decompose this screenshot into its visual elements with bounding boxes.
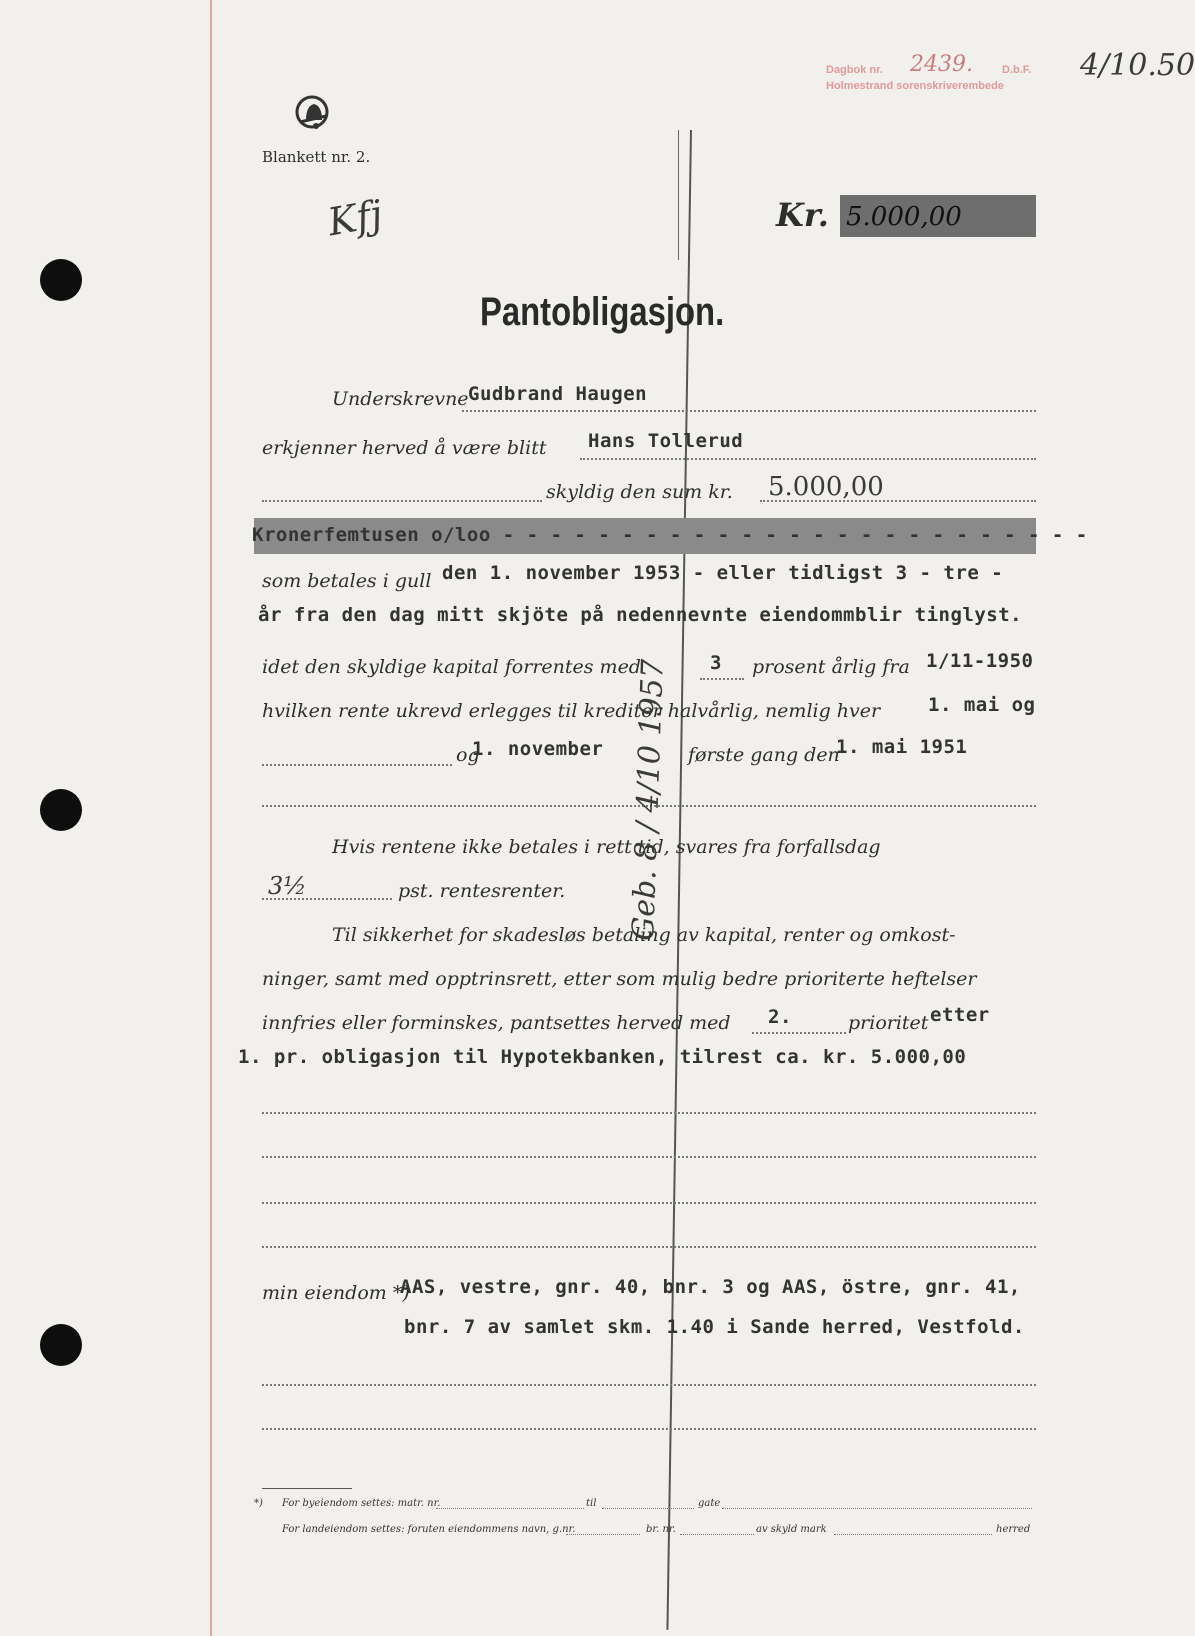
interest-label-a: idet den skyldige kapital forrentes med	[262, 656, 641, 678]
property-label: min eiendom *)	[262, 1282, 410, 1304]
amount-words: Kronerfemtusen o/loo - - - - - - - - - - - - - - - - - - - - - - - - -	[252, 524, 1088, 546]
dotted-line	[680, 1534, 754, 1535]
margin-rule	[210, 0, 212, 1636]
owes-label: skyldig den sum kr.	[546, 481, 733, 503]
handwritten-initials: Kfj	[324, 191, 386, 245]
paid-half-value: 1. mai og	[928, 694, 1036, 716]
og-value: 1. november	[472, 738, 604, 760]
paid-value: den 1. november 1953 - eller tidligst 3 - tre -	[442, 562, 1004, 584]
dotted-line	[262, 764, 452, 766]
dotted-line	[436, 1508, 584, 1509]
paid-line2: år fra den dag mitt skjöte på nedennevnte eiendommblir tinglyst.	[258, 604, 1023, 626]
stamp-number: 2439.	[910, 52, 973, 77]
form-number: Blankett nr. 2.	[262, 148, 371, 166]
interest-label-b: prosent årlig fra	[752, 656, 910, 678]
creditor-value: Hans Tollerud	[588, 430, 744, 452]
priority-label: prioritet	[848, 1012, 929, 1034]
footnote-land-a: For landeiendom settes: foruten eiendommens navn, g.nr.	[282, 1524, 576, 1535]
dotted-line	[262, 898, 392, 900]
dotted-line	[752, 1032, 846, 1034]
interest-from: 1/11-1950	[926, 650, 1034, 672]
dotted-line	[262, 1156, 1036, 1158]
dotted-line	[262, 1428, 1036, 1430]
dotted-line	[262, 1202, 1036, 1204]
security-line2: ninger, samt med opptrinsrett, etter som mulig bedre prioriterte heftelser	[262, 968, 977, 990]
dotted-line	[462, 410, 1036, 412]
undersigned-value: Gudbrand Haugen	[468, 383, 648, 405]
priority-value: 2.	[768, 1006, 792, 1028]
fold-line-short	[678, 130, 679, 260]
dotted-line	[722, 1508, 1032, 1509]
dotted-line	[580, 458, 1036, 460]
security-line1: Til sikkerhet for skadesløs betaling av kapital, renter og omkost-	[332, 924, 956, 946]
late-rate: 3½	[268, 872, 307, 900]
dotted-line	[760, 500, 1036, 502]
footnote-rule	[262, 1488, 352, 1489]
punch-hole-top	[40, 259, 82, 301]
late-text: Hvis rentene ikke betales i rett tid, svares fra forfallsdag	[332, 836, 881, 858]
stamp-dagbok-label: Dagbok nr.	[826, 64, 883, 76]
property-value2: bnr. 7 av samlet skm. 1.40 i Sande herred, Vestfold.	[404, 1316, 1025, 1338]
property-value1: AAS, vestre, gnr. 40, bnr. 3 og AAS, östre, gnr. 41,	[400, 1276, 1021, 1298]
dotted-line	[262, 1384, 1036, 1386]
paid-half-label: hvilken rente ukrevd erlegges til kreditor halvårlig, nemlig hver	[262, 700, 881, 722]
security-line3: innfries eller forminskes, pantsettes herved med	[262, 1012, 731, 1034]
dotted-line	[566, 1534, 640, 1535]
punch-hole-middle	[40, 789, 82, 831]
footnote-city-a: For byeiendom settes: matr. nr.	[282, 1498, 441, 1509]
og-label: og	[456, 744, 480, 766]
owes-value: 5.000,00	[768, 472, 884, 502]
footnote-land-d: herred	[996, 1524, 1031, 1535]
handwritten-date: 4/10.50	[1080, 48, 1195, 83]
dotted-line	[262, 1112, 1036, 1114]
stamp-office: Holmestrand sorenskriverembede	[826, 80, 1004, 92]
footnote-marker: *)	[254, 1498, 263, 1509]
bell-logo-icon	[292, 92, 334, 138]
dotted-line	[602, 1508, 694, 1509]
interest-rate: 3	[710, 652, 722, 674]
priority-after: etter	[930, 1004, 990, 1026]
paid-label: som betales i gull	[262, 570, 432, 592]
footnote-city-c: gate	[698, 1498, 721, 1509]
first-label: første gang den	[688, 744, 840, 766]
undersigned-label: Underskrevne	[332, 388, 469, 410]
late-label: pst. rentesrenter.	[398, 880, 566, 902]
footnote-land-c: av skyld mark	[756, 1524, 827, 1535]
punch-hole-bottom	[40, 1324, 82, 1366]
stamp-dbf: D.b.F.	[1002, 64, 1032, 76]
dotted-line	[700, 678, 744, 680]
footnote-land-b: br. nr.	[646, 1524, 676, 1535]
acknowledges-label: erkjenner herved å være blitt	[262, 437, 547, 459]
kr-amount: 5.000,00	[846, 202, 962, 232]
dotted-line	[834, 1534, 992, 1535]
document-title: Pantobligasjon.	[480, 290, 725, 334]
dotted-line	[262, 500, 542, 502]
priority-line: 1. pr. obligasjon til Hypotekbanken, tilrest ca. kr. 5.000,00	[238, 1046, 967, 1068]
first-value: 1. mai 1951	[836, 736, 968, 758]
dotted-line	[262, 1246, 1036, 1248]
vertical-handwritten-note: Geb. 8 / 4/10 1957	[626, 658, 671, 942]
kr-label: Kr.	[776, 196, 829, 234]
footnote-city-b: til	[586, 1498, 597, 1509]
fold-line	[666, 130, 692, 1630]
